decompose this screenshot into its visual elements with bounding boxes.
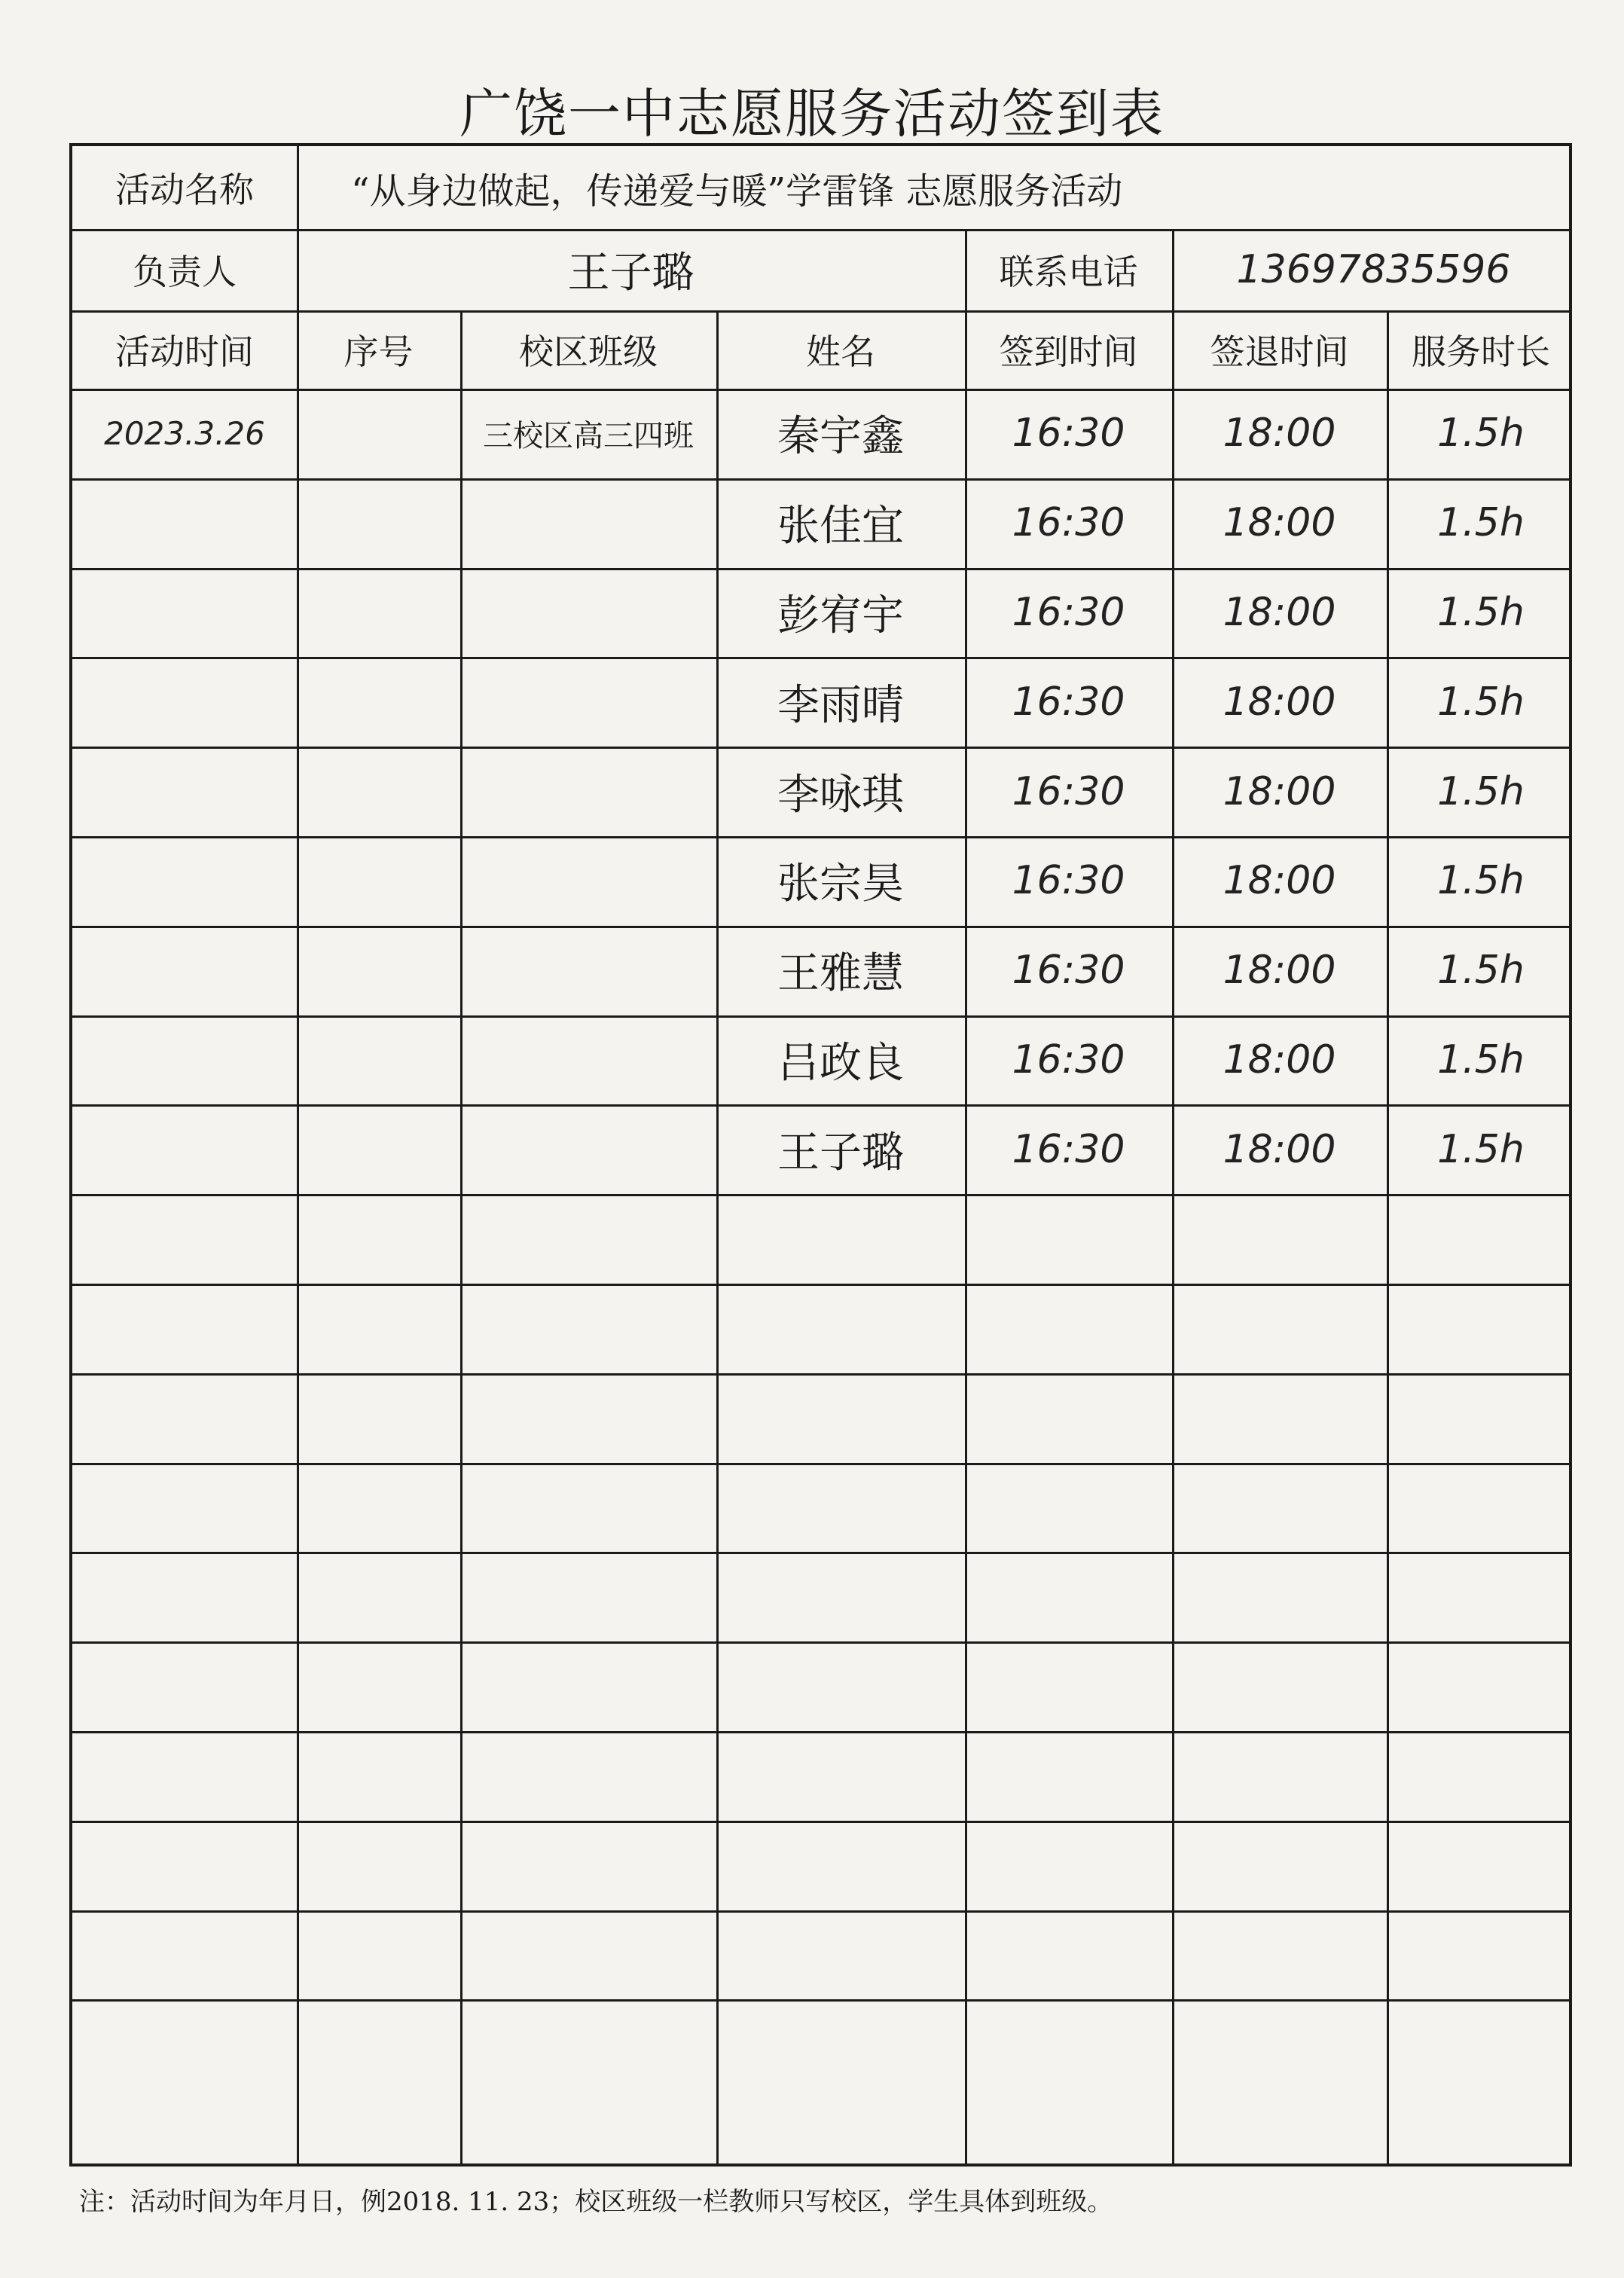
checkin-time: 16:30 [1012, 1126, 1125, 1172]
checkout-time: 18:00 [1223, 948, 1336, 994]
signer-name: 王雅慧 [777, 949, 904, 999]
checkout-header: 签退时间 [1210, 331, 1349, 372]
row-divider [72, 1999, 1569, 2002]
name-header: 姓名 [806, 331, 875, 372]
activity-time-header: 活动时间 [115, 331, 254, 372]
checkout-time: 18:00 [1223, 768, 1336, 814]
signer-name: 秦宇鑫 [777, 412, 904, 462]
service-duration: 1.5h [1437, 858, 1525, 904]
serial-header: 序号 [343, 331, 414, 372]
row-divider [72, 1552, 1569, 1554]
duration-header: 服务时长 [1412, 331, 1550, 372]
checkout-time: 18:00 [1223, 500, 1336, 546]
col-divider [460, 310, 462, 2163]
service-duration: 1.5h [1437, 679, 1525, 725]
service-duration: 1.5h [1437, 1037, 1525, 1083]
signer-name: 李咏琪 [777, 770, 904, 820]
signer-name: 彭宥宇 [777, 591, 904, 640]
campus-class-header: 校区班级 [519, 331, 658, 372]
col-divider [297, 146, 299, 2163]
checkout-time: 18:00 [1223, 1037, 1336, 1083]
leader-label: 负责人 [133, 252, 237, 292]
activity-name-label: 活动名称 [115, 169, 254, 210]
checkout-time: 18:00 [1223, 858, 1336, 904]
checkout-time: 18:00 [1223, 679, 1336, 725]
service-duration: 1.5h [1437, 948, 1525, 994]
checkin-time: 16:30 [1012, 589, 1125, 635]
form-title: 广饶一中志愿服务活动签到表 [459, 83, 1165, 145]
row-divider [72, 1641, 1569, 1644]
row-divider [72, 1373, 1569, 1376]
service-duration: 1.5h [1437, 589, 1525, 635]
row-divider [72, 1194, 1569, 1196]
phone-value: 13697835596 [1236, 247, 1511, 292]
signer-name: 吕政良 [777, 1038, 904, 1088]
checkin-header: 签到时间 [999, 331, 1138, 372]
checkout-time: 18:00 [1223, 1126, 1336, 1172]
service-duration: 1.5h [1437, 1126, 1525, 1172]
row-divider [72, 1910, 1569, 1913]
phone-label: 联系电话 [999, 252, 1138, 292]
checkin-time: 16:30 [1012, 411, 1125, 457]
row-divider [72, 1821, 1569, 1823]
footnote: 注：活动时间为年月日，例2018. 11. 23；校区班级一栏教师只写校区，学生具体到班级。 [79, 2187, 1113, 2217]
checkin-time: 16:30 [1012, 1037, 1125, 1083]
row-divider [72, 1463, 1569, 1465]
checkin-time: 16:30 [1012, 948, 1125, 994]
service-duration: 1.5h [1437, 500, 1525, 546]
signer-name: 王子璐 [777, 1128, 904, 1177]
checkout-time: 18:00 [1223, 589, 1336, 635]
row-divider [72, 1731, 1569, 1733]
row-divider [72, 1284, 1569, 1286]
signin-table [69, 143, 1572, 2167]
activity-name-value: “从身边做起，传递爱与暖”学雷锋 志愿服务活动 [351, 169, 1123, 212]
checkin-time: 16:30 [1012, 768, 1125, 814]
service-duration: 1.5h [1437, 411, 1525, 457]
signer-name: 李雨晴 [777, 680, 904, 730]
checkin-time: 16:30 [1012, 679, 1125, 725]
checkout-time: 18:00 [1223, 411, 1336, 457]
signer-name: 张佳宜 [777, 502, 904, 551]
checkin-time: 16:30 [1012, 858, 1125, 904]
service-duration: 1.5h [1437, 768, 1525, 814]
campus-class-value: 三校区高三四班 [483, 418, 694, 453]
checkin-time: 16:30 [1012, 500, 1125, 546]
signer-name: 张宗昊 [777, 860, 904, 909]
activity-date: 2023.3.26 [104, 414, 265, 452]
leader-value: 王子璐 [567, 249, 694, 298]
